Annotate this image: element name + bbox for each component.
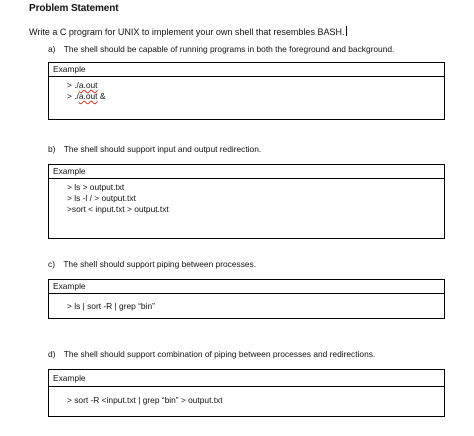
example-box-c — [48, 279, 445, 319]
misspelled-word: a.out — [78, 80, 98, 90]
example-line: > sort -R <input.txt | grep “bin” > output.txt — [67, 395, 223, 405]
example-body-d — [49, 387, 444, 406]
misspelled-word: a.out — [78, 91, 98, 101]
item-c — [48, 259, 256, 269]
example-body-a — [49, 77, 444, 102]
line-prefix: > ./ — [67, 80, 79, 90]
item-d — [48, 349, 375, 359]
example-line: > ls -l / > output.txt — [67, 193, 136, 203]
example-label-d: Example — [49, 370, 444, 387]
item-c-marker: c) — [48, 259, 55, 269]
item-a-text: The shell should be capable of running programs in both the foreground and background. — [63, 44, 395, 54]
item-b-text: The shell should support input and output redirection. — [63, 144, 262, 154]
item-d-text: The shell should support combination of piping between processes and redirections. — [63, 349, 376, 359]
example-line: > ls | sort -R | grep “bin” — [67, 301, 155, 311]
problem-intro — [29, 26, 347, 37]
item-a — [48, 44, 394, 54]
item-a-marker: a) — [48, 44, 56, 54]
problem-heading: Problem Statement — [29, 3, 119, 14]
text-cursor — [346, 26, 347, 36]
item-b-marker: b) — [48, 144, 56, 154]
line-prefix: > ./ — [67, 91, 79, 101]
example-line: >sort < input.txt > output.txt — [67, 204, 169, 214]
example-body-b — [49, 179, 444, 215]
example-body-c — [49, 294, 444, 312]
example-box-d — [48, 369, 445, 417]
example-line — [67, 91, 444, 102]
example-label-b: Example — [49, 165, 444, 179]
example-box-b — [48, 164, 445, 239]
intro-text: Write a C program for UNIX to implement your own shell that resembles BASH. — [29, 27, 345, 37]
example-label-a: Example — [49, 63, 444, 77]
example-line: > ls > output.txt — [67, 182, 125, 192]
example-label-c: Example — [49, 280, 444, 294]
item-b — [48, 144, 261, 154]
example-box-a — [48, 62, 445, 120]
line-suffix: & — [97, 91, 106, 101]
item-d-marker: d) — [48, 349, 56, 359]
item-c-text: The shell should support piping between processes. — [63, 259, 257, 269]
example-line — [67, 80, 444, 91]
